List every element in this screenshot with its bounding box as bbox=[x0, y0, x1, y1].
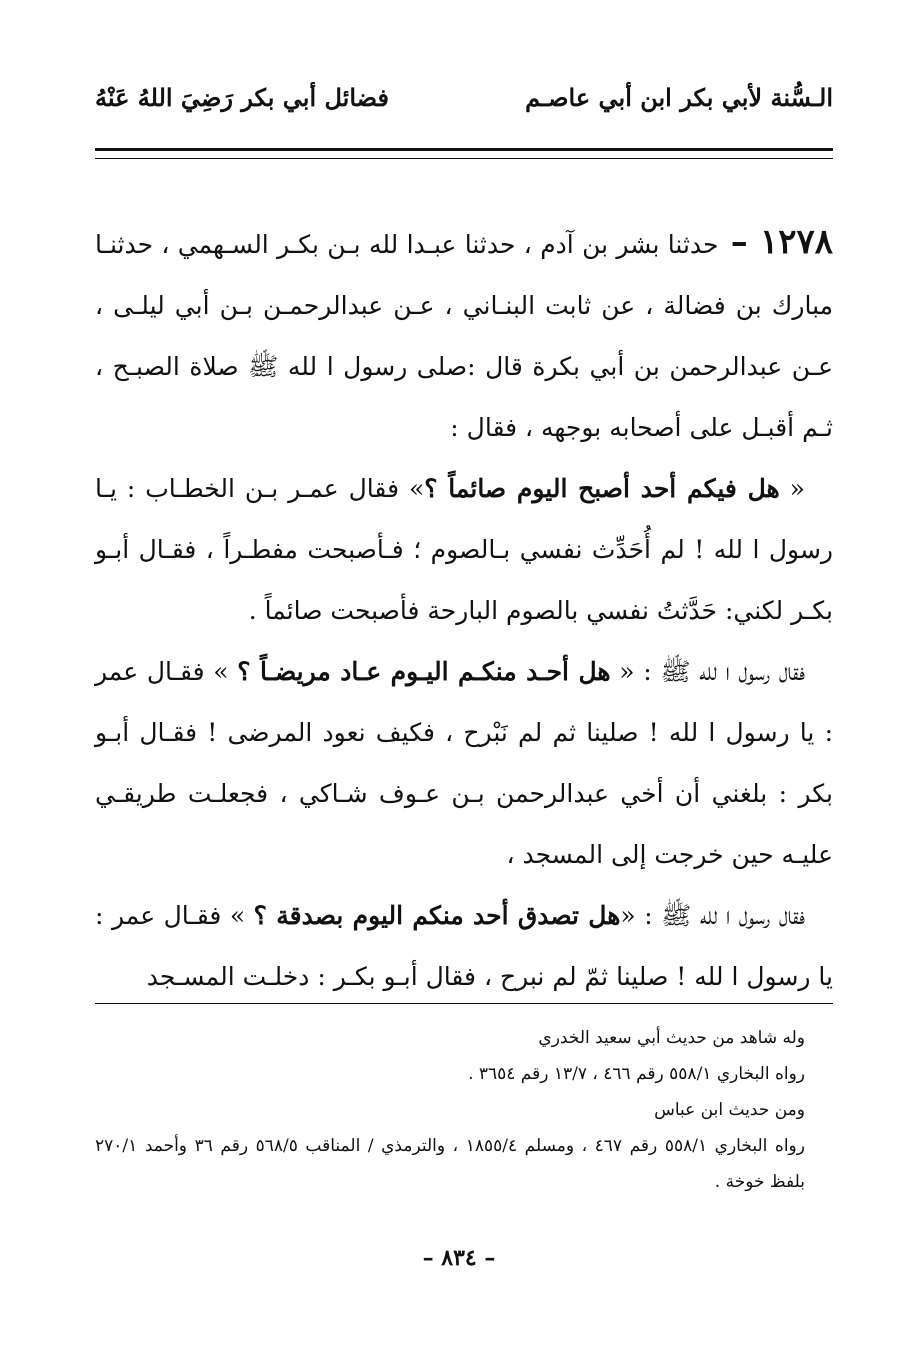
lead-3: فقال رسول ا لله ﷺ : « bbox=[620, 901, 806, 930]
running-header bbox=[95, 72, 833, 122]
question-1: هل فيكم أحد أصبح اليوم صائماً ؟ bbox=[424, 474, 780, 503]
answer-2: » فقـال عمر : يا رسول ا لله ! صلينا ثم لم نَبْرح ، فكيف نعود المرضى ! فقـال أبـو بكر : بلغني أن أخي عبدالرحمن بـن عـوف شـاكي ، فجعلـت طريقـي عليـه حين خرجت إلى المسجد ، bbox=[95, 657, 833, 869]
footnote-line: ومن حديث ابن عباس bbox=[654, 1100, 805, 1120]
footnote-line: رواه البخاري ٥٥٨/١ رقم ٤٦٦ ، ١٣/٧ رقم ٣٦٥٤ . bbox=[468, 1064, 805, 1084]
footnote-rule bbox=[95, 1003, 833, 1004]
footnote-line: وله شاهد من حديث أبي سعيد الخدري bbox=[538, 1028, 805, 1048]
header-rule-thick bbox=[95, 148, 833, 151]
footnote-line: رواه البخاري ٥٥٨/١ رقم ٤٦٧ ، ومسلم ١٨٥٥/٤ ، والترمذي / المناقب ٥٦٨/٥ رقم ٣٦ وأحمد ٢٧٠/١ بلفظ خوخة . bbox=[95, 1136, 805, 1192]
isnad-text: حدثنا بشر بن آدم ، حدثنا عبـدا لله بـن بكـر السـهمي ، حدثنـا مبارك بن فضالة ، عن ثابت البنـاني ، عـن عبدالرحمـن بـن أبي ليلـى ، عـن عبدالرحمن بن أبي بكرة قال :صلى رسول ا لله ﷺ صلاة الصبـح ، ثـم أقبـل على أصحابه بوجهه ، فقال : bbox=[95, 230, 833, 442]
page-number: – ٨٣٤ – bbox=[422, 1245, 496, 1271]
answer-3: » فقـال عمر : يا رسول ا لله ! صلينا ثمّ لم نبرح ، فقال أبـو بكـر : دخلـت المسـجد bbox=[95, 901, 833, 991]
hadith-dash: – bbox=[718, 222, 760, 262]
paragraph-question-3 bbox=[95, 885, 833, 1007]
paragraph-isnad bbox=[95, 212, 833, 458]
paragraph-question-1 bbox=[95, 458, 833, 641]
answer-1: » فقال عمـر بـن الخطـاب : يـا رسول ا لله ! لم أُحَدِّث نفسي بـالصوم ؛ فـأصبحت مفطـراً ، فقـال أبـو بكـر لكني: حَدَّثتُ نفسي بالصوم البارحة فأصبحت صائماً . bbox=[95, 474, 833, 625]
quote-open: « bbox=[779, 474, 805, 503]
question-2: هل أحـد منكـم اليـوم عـاد مريضـاً ؟ bbox=[237, 657, 611, 686]
paragraph-question-2 bbox=[95, 641, 833, 885]
lead-2: فقال رسول ا لله ﷺ : « bbox=[610, 657, 805, 686]
header-rule-thin bbox=[95, 158, 833, 159]
question-3: هل تصدق أحد منكم اليوم بصدقة ؟ bbox=[253, 901, 621, 930]
footnotes bbox=[95, 1020, 833, 1200]
hadith-number: ١٢٧٨ bbox=[759, 222, 833, 262]
section-title: فضائل أبي بكر رَضِيَ اللهُ عَنْهُ bbox=[95, 82, 389, 112]
hadith-text bbox=[95, 212, 833, 1007]
book-title: الـسُّنة لأبي بكر ابن أبي عاصـم bbox=[525, 82, 833, 112]
